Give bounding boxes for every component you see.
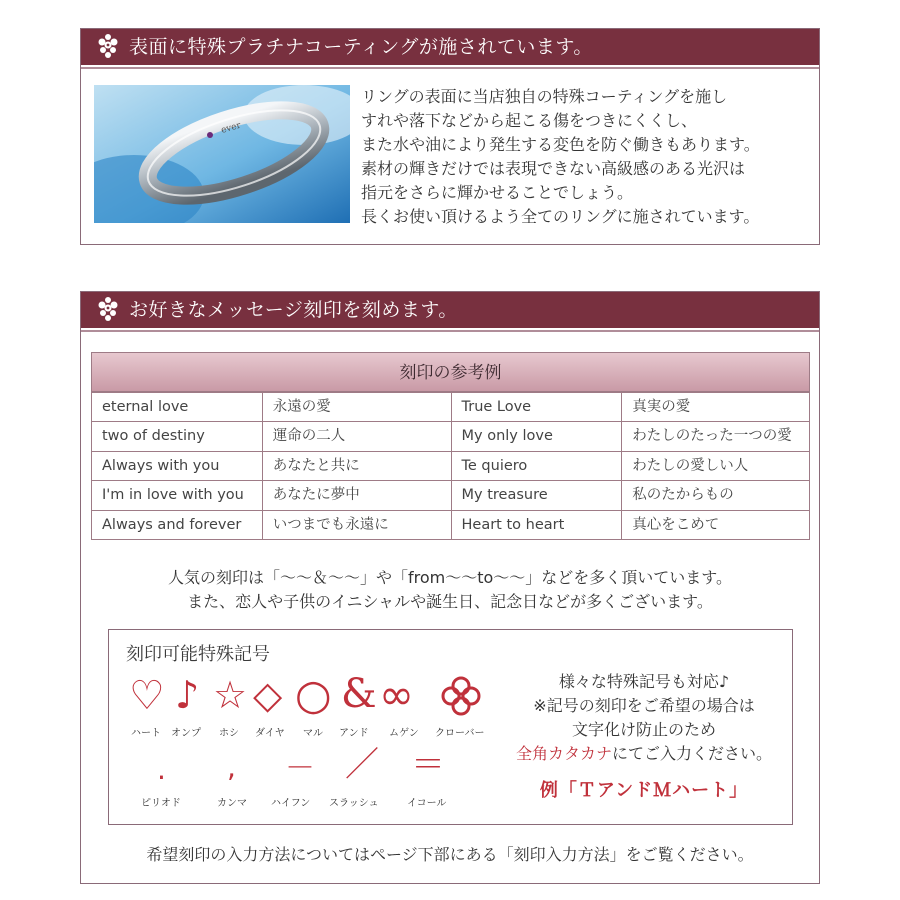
symbol-label: ハート: [131, 728, 161, 739]
symbols-note-line: ※記号の刻印をご希望の場合は: [533, 696, 755, 715]
equal-symbol-icon: ＝: [411, 745, 445, 785]
table-row: [92, 422, 810, 451]
engraving-title: お好きなメッセージ刻印を刻めます。: [129, 299, 458, 321]
table-cell: 永遠の愛: [263, 393, 452, 422]
symbol-label: スラッシュ: [329, 798, 379, 809]
table-cell: two of destiny: [92, 422, 263, 451]
star-symbol-icon: ☆: [213, 673, 248, 717]
coating-panel: [80, 28, 820, 245]
table-cell: Always with you: [92, 452, 263, 481]
symbol-label: アンド: [339, 728, 369, 739]
symbols-title: 刻印可能特殊記号: [126, 644, 270, 665]
symbol-label: ダイヤ: [255, 728, 285, 739]
table-cell: Always and forever: [92, 511, 263, 540]
table-row: [92, 393, 810, 422]
period-symbol-icon: .: [157, 753, 166, 786]
table-cell: あなたと共に: [263, 452, 452, 481]
heart-symbol-icon: ♡: [129, 673, 165, 719]
symbol-label: イコール: [407, 798, 447, 809]
table-cell: 真心をこめて: [622, 511, 810, 540]
desc-line: 素材の輝きだけでは表現できない高級感のある光沢は: [361, 159, 746, 178]
desc-line: 長くお使い頂けるよう全てのリングに施されています。: [361, 207, 760, 226]
symbol-label: クローバー: [435, 728, 485, 739]
hyphen-symbol-icon: －: [285, 751, 315, 786]
input-method-note: 希望刻印の入力方法についてはページ下部にある「刻印入力方法」をご覧ください。: [146, 845, 754, 864]
popular-engraving-text-2: また、恋人や子供のイニシャルや誕生日、記念日などが多くございます。: [187, 592, 713, 611]
table-cell: わたしの愛しい人: [622, 452, 810, 481]
engraving-examples-table: [91, 392, 810, 540]
desc-line: リングの表面に当店独自の特殊コーティングを施し: [361, 87, 728, 106]
symbols-note-rest: にてご入力ください。: [612, 744, 773, 763]
engraving-panel: [80, 291, 820, 884]
table-title: 刻印の参考例: [91, 352, 810, 392]
symbols-note-line: 様々な特殊記号も対応♪: [558, 672, 730, 691]
table-row: [92, 481, 810, 510]
diamond-symbol-icon: ◇: [253, 673, 283, 717]
table-cell: My treasure: [452, 481, 623, 510]
table-cell: 運命の二人: [263, 422, 452, 451]
katakana-emphasis: 全角カタカナ: [515, 744, 612, 763]
symbol-label: ムゲン: [389, 728, 419, 739]
engraving-header: [81, 292, 819, 328]
coating-description: [361, 85, 816, 229]
special-symbols-box: [108, 629, 793, 825]
symbol-label: ホシ: [219, 728, 239, 739]
ampersand-symbol-icon: &: [341, 671, 377, 717]
symbol-label: ピリオド: [141, 798, 181, 809]
comma-symbol-icon: ,: [227, 751, 236, 784]
note-symbol-icon: ♪: [175, 673, 200, 717]
table-cell: My only love: [452, 422, 623, 451]
symbol-label: ハイフン: [271, 798, 311, 809]
slash-symbol-icon: ／: [345, 745, 379, 785]
table-cell: True Love: [452, 393, 623, 422]
coating-title: 表面に特殊プラチナコーティングが施されています。: [129, 36, 593, 58]
coating-header: [81, 29, 819, 65]
table-cell: I'm in love with you: [92, 481, 263, 510]
symbols-note-line: [499, 742, 789, 766]
table-cell: eternal love: [92, 393, 263, 422]
table-cell: あなたに夢中: [263, 481, 452, 510]
clover-symbol-icon: [439, 674, 483, 718]
infinity-symbol-icon: ∞: [379, 670, 414, 719]
circle-symbol-icon: ○: [295, 670, 332, 719]
table-cell: わたしのたった一つの愛: [622, 422, 810, 451]
table-cell: Te quiero: [452, 452, 623, 481]
desc-line: また水や油により発生する変色を防ぐ働きもあります。: [361, 135, 760, 154]
svg-text:ever: ever: [220, 120, 243, 136]
table-cell: 真実の愛: [622, 393, 810, 422]
table-row: [92, 452, 810, 481]
symbol-label: オンプ: [171, 728, 201, 739]
ring-photo: [94, 85, 350, 223]
symbol-label: カンマ: [217, 798, 247, 809]
popular-engraving-text: 人気の刻印は「～～＆～～」や「from～～to～～」などを多く頂いています。: [167, 568, 733, 587]
table-cell: 私のたからもの: [622, 481, 810, 510]
grape-emblem-icon: [93, 295, 123, 325]
symbol-input-example: 例「ＴアンドＭハート」: [539, 780, 749, 801]
symbols-note-line: 文字化け防止のため: [571, 720, 716, 739]
symbol-label: マル: [303, 728, 323, 739]
grape-emblem-icon: [93, 32, 123, 62]
desc-line: すれや落下などから起こる傷をつきにくくし、: [361, 111, 698, 130]
desc-line: 指元をさらに輝かせることでしょう。: [361, 183, 634, 202]
table-cell: Heart to heart: [452, 511, 623, 540]
table-row: [92, 511, 810, 540]
table-cell: いつまでも永遠に: [263, 511, 452, 540]
